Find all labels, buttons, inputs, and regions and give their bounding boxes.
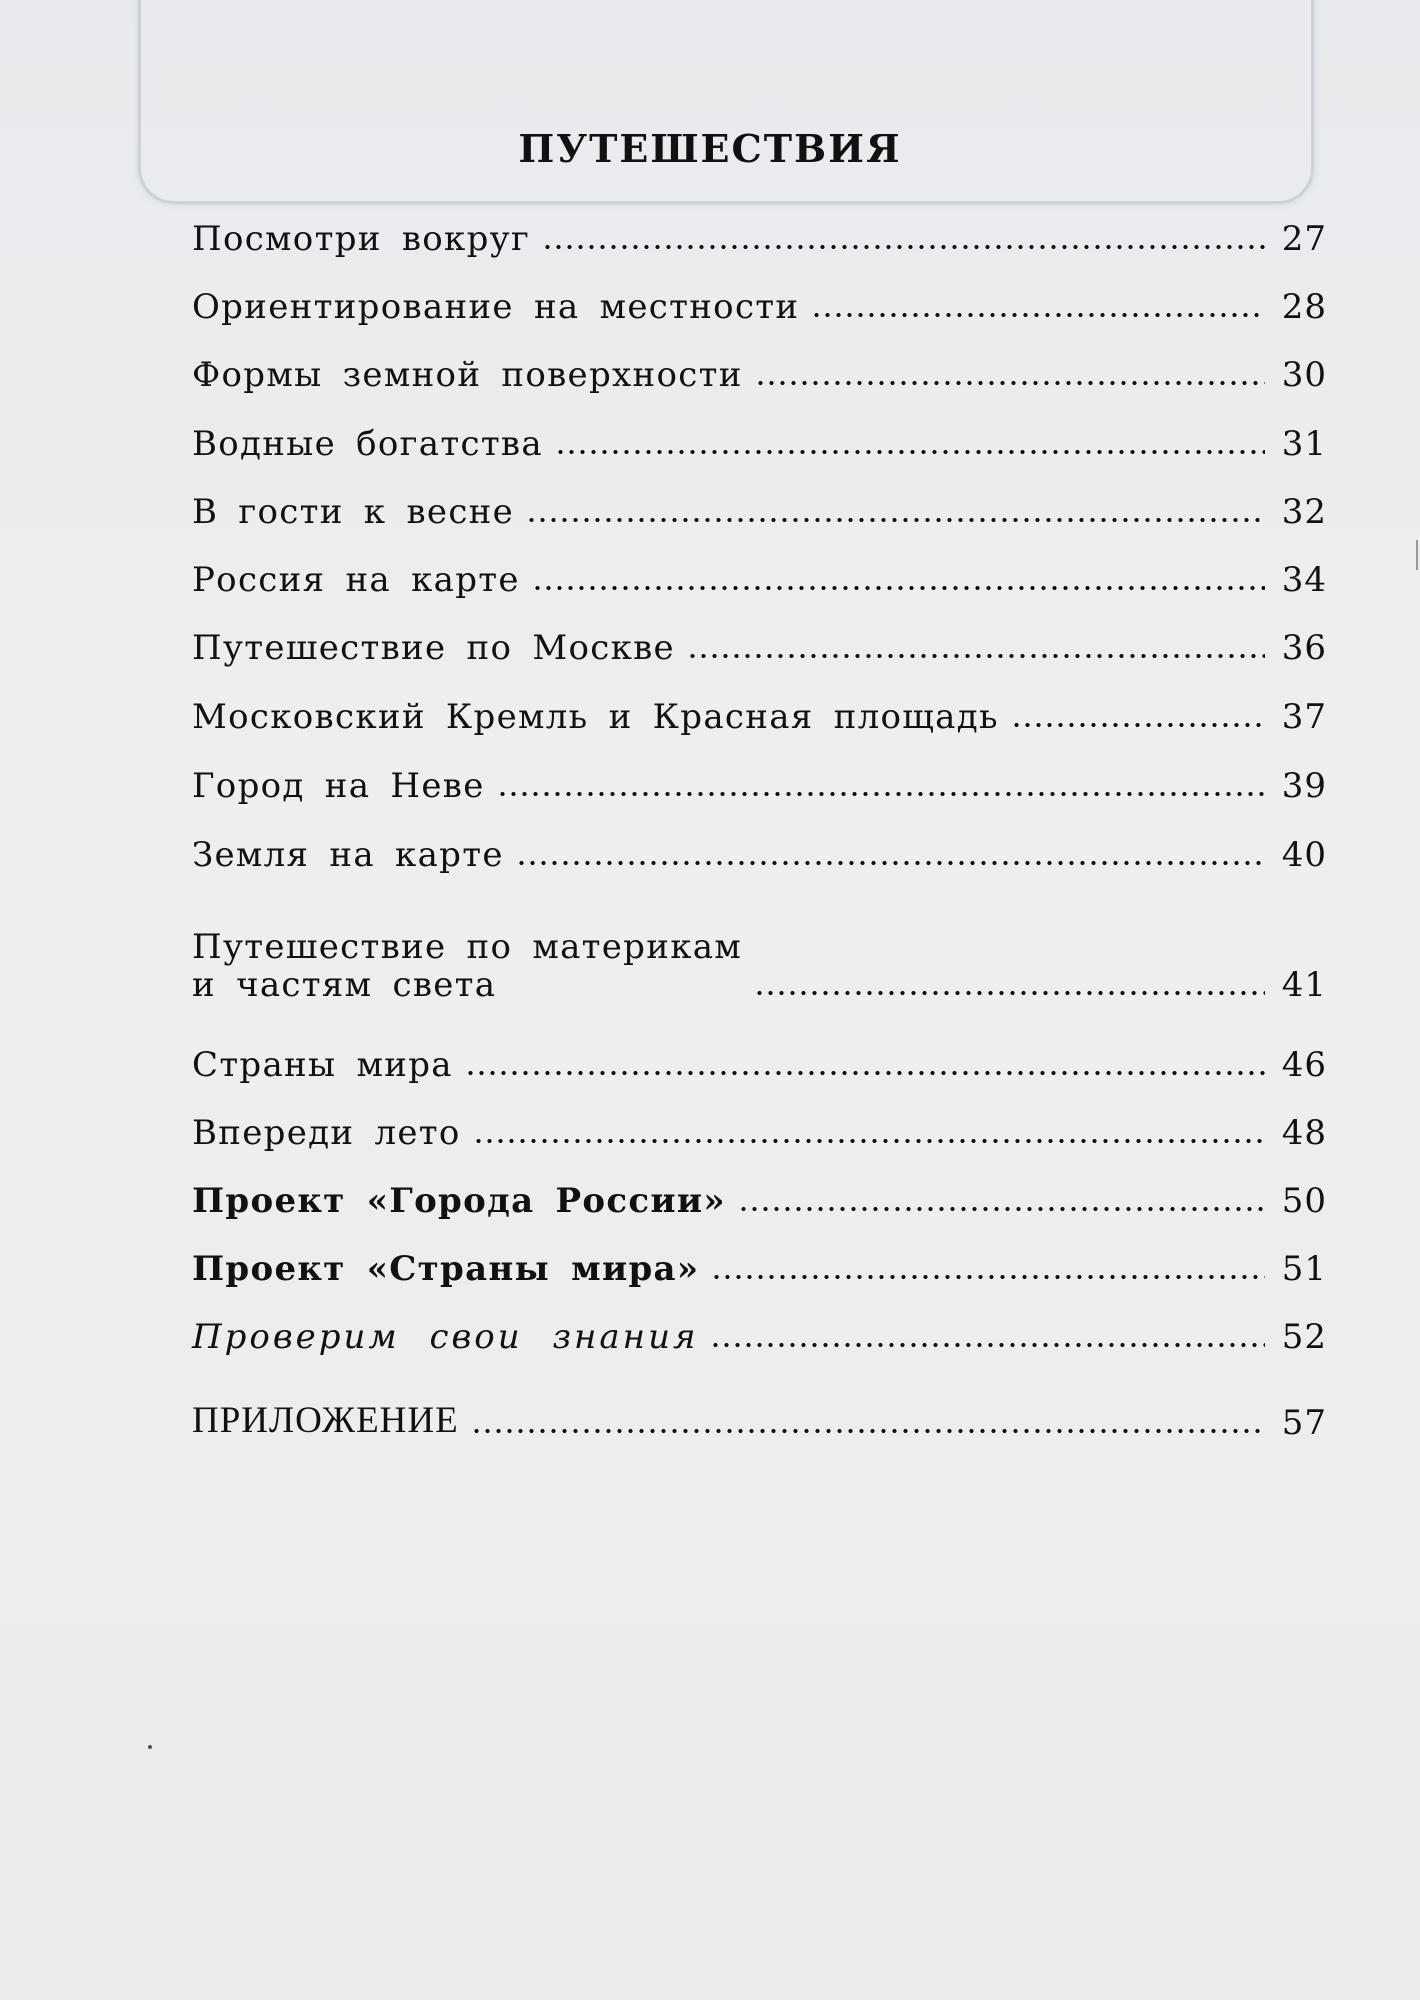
toc-entry-title: Московский Кремль и Красная площадь xyxy=(192,696,999,737)
top-frame-decoration xyxy=(138,0,1314,204)
dot-leader xyxy=(526,518,1265,522)
section-title: ПУТЕШЕСТВИЯ xyxy=(518,126,902,171)
toc-entry-page: 46 xyxy=(1281,1044,1327,1085)
toc-entry[interactable] xyxy=(192,1296,1327,1356)
toc-entry-title: Путешествие по Москве xyxy=(192,627,675,668)
toc-entry[interactable] xyxy=(192,1092,1327,1152)
toc-entry-title: Посмотри вокруг xyxy=(192,218,531,259)
toc-entry[interactable] xyxy=(192,1160,1327,1220)
toc-entry-title xyxy=(192,929,742,1004)
toc-entry-title: Ориентирование на местности xyxy=(192,286,800,327)
dot-leader xyxy=(687,654,1265,658)
dot-leader xyxy=(811,313,1265,317)
toc-entry-page: 57 xyxy=(1281,1402,1327,1443)
toc-entry[interactable] xyxy=(192,198,1327,258)
dot-leader xyxy=(471,1429,1265,1433)
toc-entry[interactable] xyxy=(192,676,1327,736)
toc-entry-title: ПРИЛОЖЕНИЕ xyxy=(192,1400,459,1442)
toc-entry[interactable] xyxy=(192,539,1327,599)
toc-entry-title: Россия на карте xyxy=(192,559,520,600)
toc-entry-page: 34 xyxy=(1281,559,1327,600)
dot-leader xyxy=(465,1071,1265,1075)
dot-leader xyxy=(1011,723,1265,727)
dot-leader xyxy=(710,1343,1265,1347)
toc-entry[interactable] xyxy=(192,607,1327,667)
dot-leader xyxy=(542,245,1265,249)
toc-entry[interactable] xyxy=(192,814,1327,874)
toc-entry-page: 48 xyxy=(1281,1112,1327,1153)
toc-entry-title: Город на Неве xyxy=(192,765,485,806)
toc-entry[interactable] xyxy=(192,471,1327,531)
dot-leader xyxy=(754,991,1265,995)
dot-leader xyxy=(738,1207,1265,1211)
toc-entry-page: 30 xyxy=(1281,354,1327,395)
toc-entry-page: 37 xyxy=(1281,696,1327,737)
dot-leader xyxy=(516,861,1265,865)
toc-entry-page: 36 xyxy=(1281,627,1327,668)
dot-leader xyxy=(473,1139,1265,1143)
page-edge-mark xyxy=(1416,540,1418,570)
toc-entry-page: 27 xyxy=(1281,218,1327,259)
toc-entry-title: Впереди лето xyxy=(192,1112,461,1153)
toc-entry-title: Страны мира xyxy=(192,1044,453,1085)
toc-entry-page: 52 xyxy=(1281,1316,1327,1357)
toc-entry-page: 28 xyxy=(1281,286,1327,327)
toc-entry[interactable] xyxy=(192,1024,1327,1084)
toc-entry-page: 31 xyxy=(1281,423,1327,464)
toc-entry-title: Земля на карте xyxy=(192,834,504,875)
toc-entry-page: 50 xyxy=(1281,1180,1327,1221)
dot-leader xyxy=(555,450,1265,454)
toc-entry-title: Проект «Города России» xyxy=(192,1180,726,1221)
toc-entry[interactable] xyxy=(192,266,1327,326)
toc-entry[interactable] xyxy=(192,334,1327,394)
speck-decoration xyxy=(148,1745,152,1749)
dot-leader xyxy=(532,586,1265,590)
dot-leader xyxy=(497,792,1265,796)
toc-entry-page: 32 xyxy=(1281,491,1327,532)
toc-entry[interactable] xyxy=(192,1382,1327,1442)
toc-entry-title-line2: и частям света xyxy=(192,964,497,1005)
toc-entry-title: В гости к весне xyxy=(192,491,515,532)
toc-entry[interactable] xyxy=(192,1228,1327,1288)
dot-leader xyxy=(711,1275,1265,1279)
toc-entry-title: Формы земной поверхности xyxy=(192,354,743,395)
toc-entry-page: 41 xyxy=(1281,964,1327,1005)
dot-leader xyxy=(755,381,1265,385)
toc-entry[interactable] xyxy=(192,896,1327,1004)
toc-entry-page: 40 xyxy=(1281,834,1327,875)
toc-entry[interactable] xyxy=(192,403,1327,463)
toc-entry-page: 39 xyxy=(1281,765,1327,806)
toc-entry-title: Проект «Страны мира» xyxy=(192,1248,700,1289)
toc-entry[interactable] xyxy=(192,745,1327,805)
toc-entry-page: 51 xyxy=(1281,1248,1327,1289)
toc-entry-title: Водные богатства xyxy=(192,423,543,464)
toc-entry-title: Проверим свои знания xyxy=(192,1316,699,1357)
toc-entry-title-line1: Путешествие по материкам xyxy=(192,927,743,968)
